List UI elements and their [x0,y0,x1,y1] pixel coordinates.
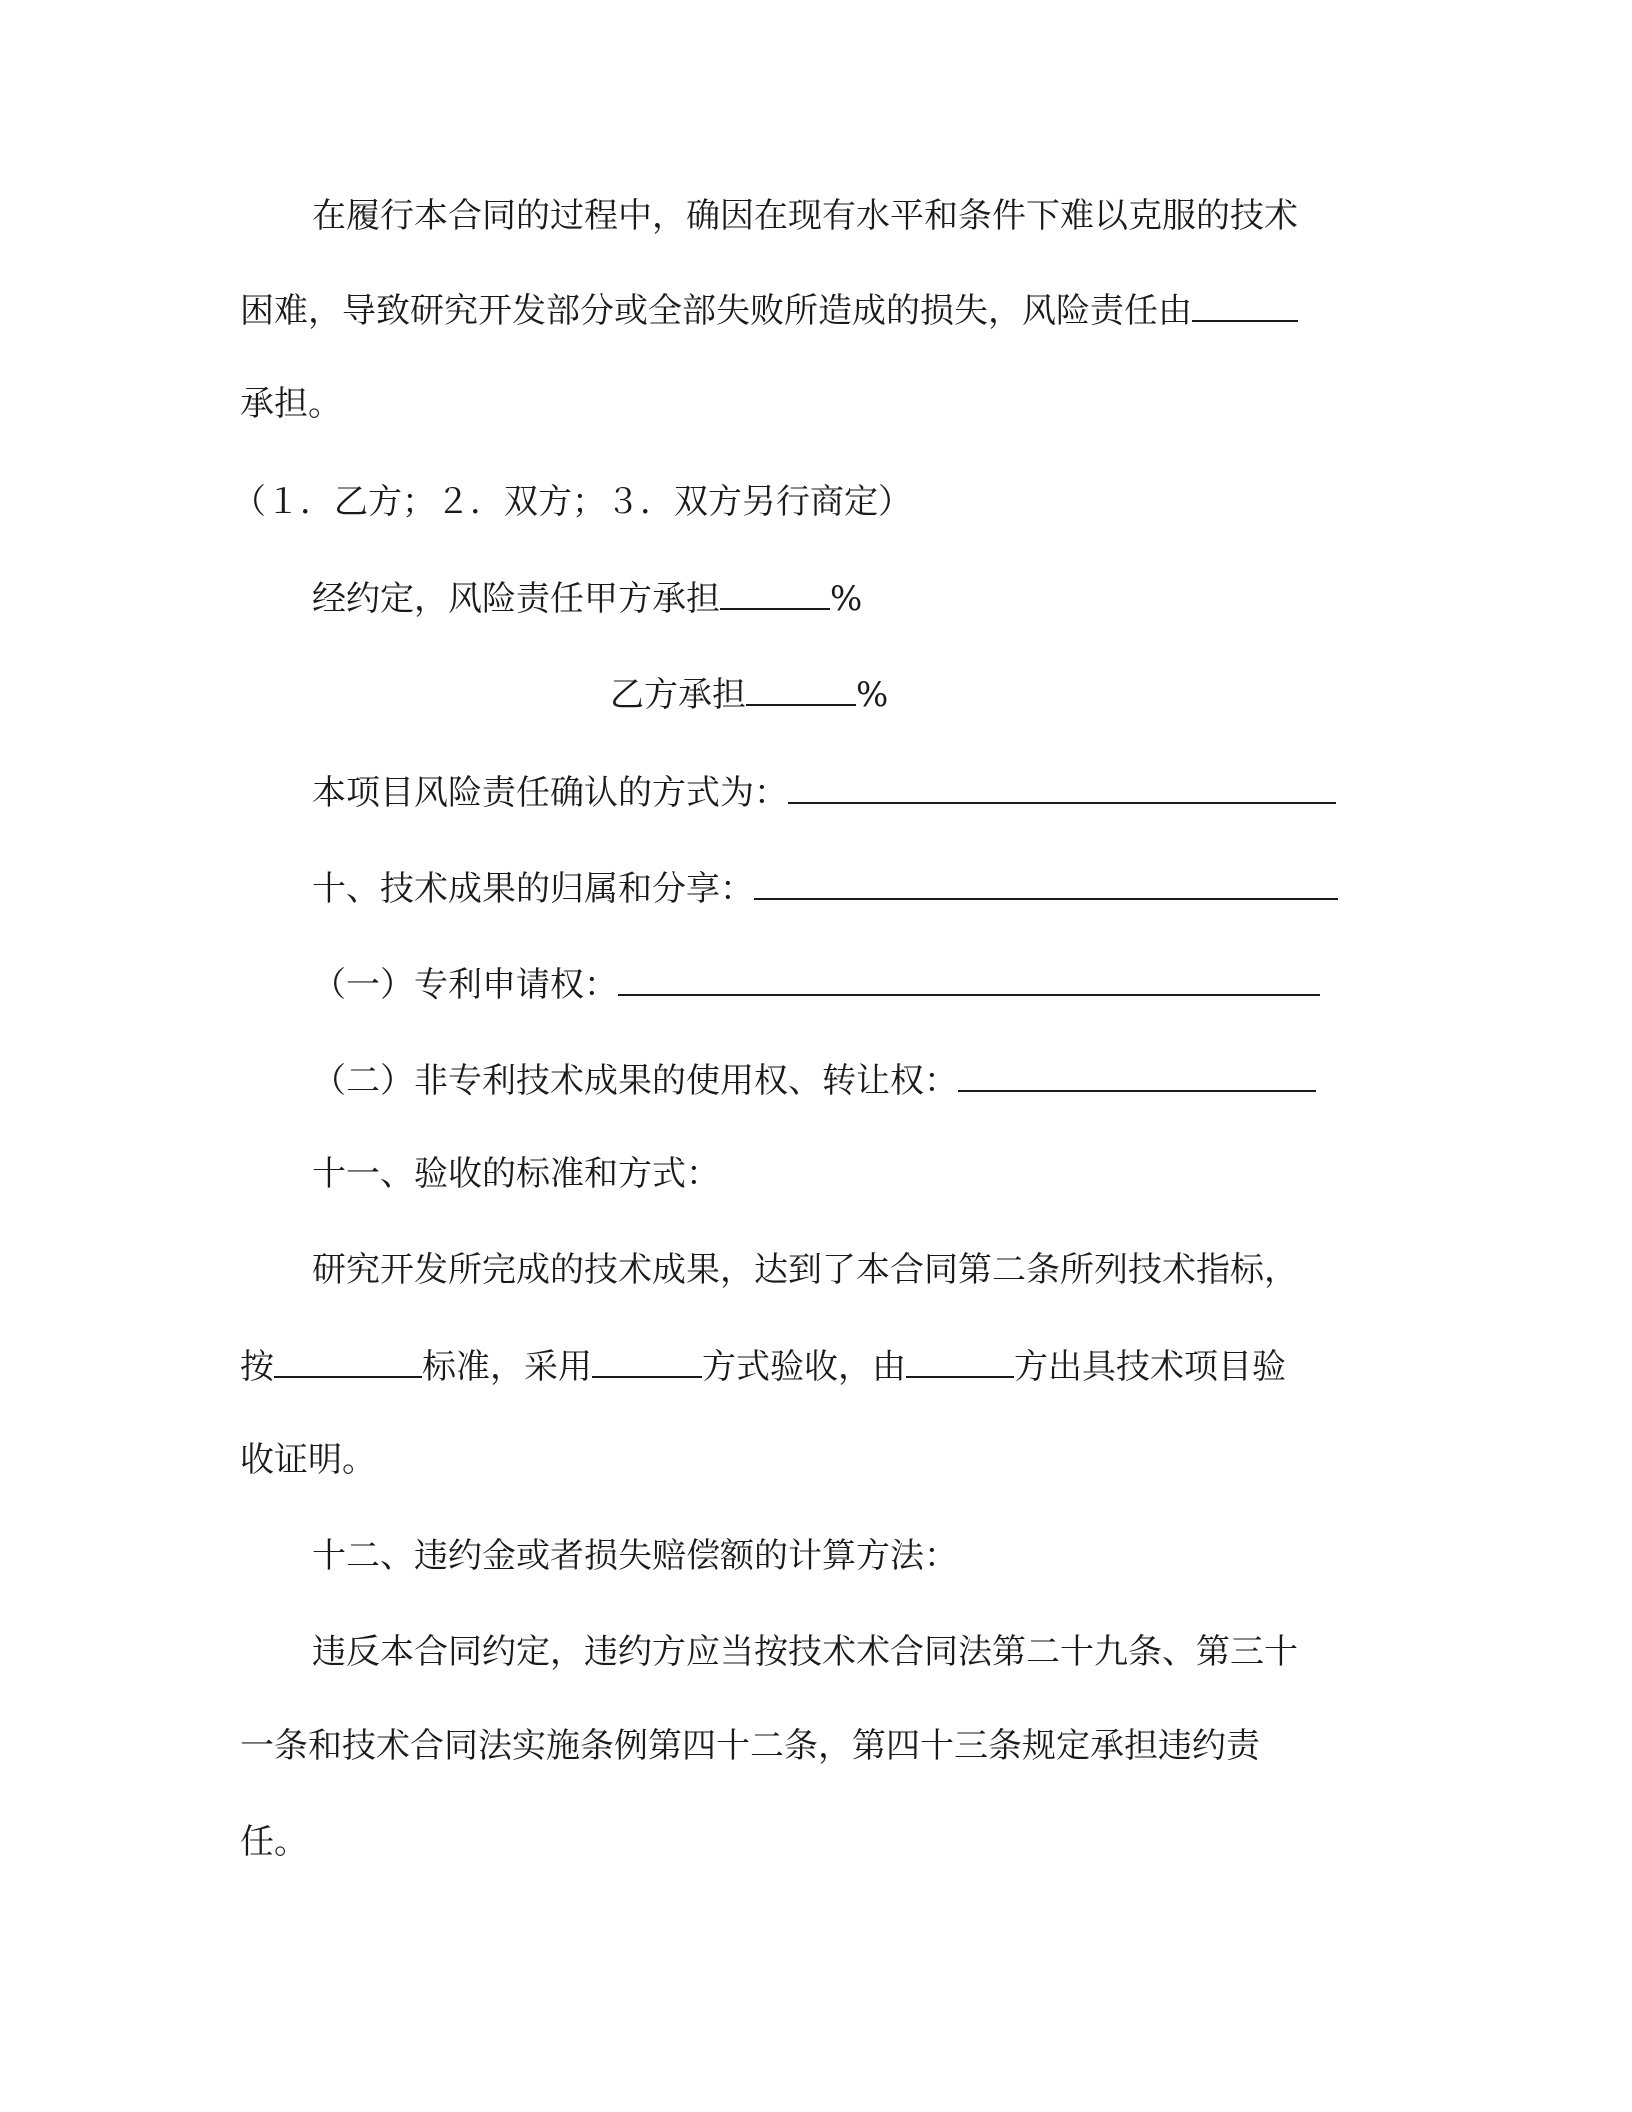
paragraph-line [610,670,1632,719]
section-heading: 十二、违约金或者损失赔偿额的计算方法： [312,1536,958,1576]
paragraph-line [240,286,1380,335]
percent-unit: % [856,675,889,715]
paragraph-line [312,192,1452,240]
fill-blank[interactable] [788,768,1336,804]
paragraph-text: 困难，导致研究开发部分或全部失败所造成的损失，风险责任由 [240,291,1192,331]
paragraph-text: 承担。 [240,384,342,424]
field-label: 经约定，风险责任甲方承担 [312,579,720,619]
field-label: （一）专利申请权： [312,965,618,1005]
field-label: （二）非专利技术成果的使用权、转让权： [312,1061,958,1101]
paragraph-line [240,1342,1380,1391]
paragraph-text: 违反本合同约定，违约方应当按技术术合同法第二十九条、第三十 [312,1632,1298,1672]
fill-blank[interactable] [1192,286,1298,322]
section-heading: 十一、验收的标准和方式： [312,1154,720,1194]
fill-blank[interactable] [906,1342,1014,1378]
paragraph-text: 研究开发所完成的技术成果，达到了本合同第二条所列技术指标， [312,1250,1298,1290]
paragraph-line [312,1628,1452,1676]
paragraph-line [312,574,1452,623]
field-label: 乙方承担 [610,675,746,715]
fill-blank[interactable] [754,864,1338,900]
fill-blank[interactable] [720,574,830,610]
fill-blank[interactable] [618,960,1320,996]
paragraph-line [240,1436,1380,1484]
field-label: 本项目风险责任确认的方式为： [312,773,788,813]
paragraph-text: 方出具技术项目验 [1014,1347,1286,1387]
paragraph-line [240,380,1380,428]
paragraph-text: 在履行本合同的过程中，确因在现有水平和条件下难以克服的技术 [312,196,1298,236]
paragraph-text: 一条和技术合同法实施条例第四十二条，第四十三条规定承担违约责 [240,1726,1260,1766]
paragraph-line [312,1532,1452,1580]
fill-blank[interactable] [592,1342,702,1378]
fill-blank[interactable] [746,670,856,706]
fill-blank[interactable] [958,1056,1316,1092]
paragraph-line [232,478,1372,526]
paragraph-text: 标准，采用 [422,1347,592,1387]
fill-blank[interactable] [274,1342,422,1378]
paragraph-text: 收证明。 [240,1440,376,1480]
section-heading: 十、技术成果的归属和分享： [312,869,754,909]
paragraph-text: 任。 [240,1822,308,1862]
paragraph-line [312,768,1452,817]
paragraph-text: 按 [240,1347,274,1387]
paragraph-line [312,1246,1452,1294]
paragraph-line [240,1722,1380,1770]
percent-unit: % [830,579,863,619]
risk-options-text: （１．乙方；２．双方；３．双方另行商定） [232,482,912,522]
paragraph-line [312,1150,1452,1198]
paragraph-line [312,1056,1452,1105]
paragraph-text: 方式验收，由 [702,1347,906,1387]
paragraph-line [312,864,1452,913]
paragraph-line [240,1818,1380,1866]
paragraph-line [312,960,1452,1009]
